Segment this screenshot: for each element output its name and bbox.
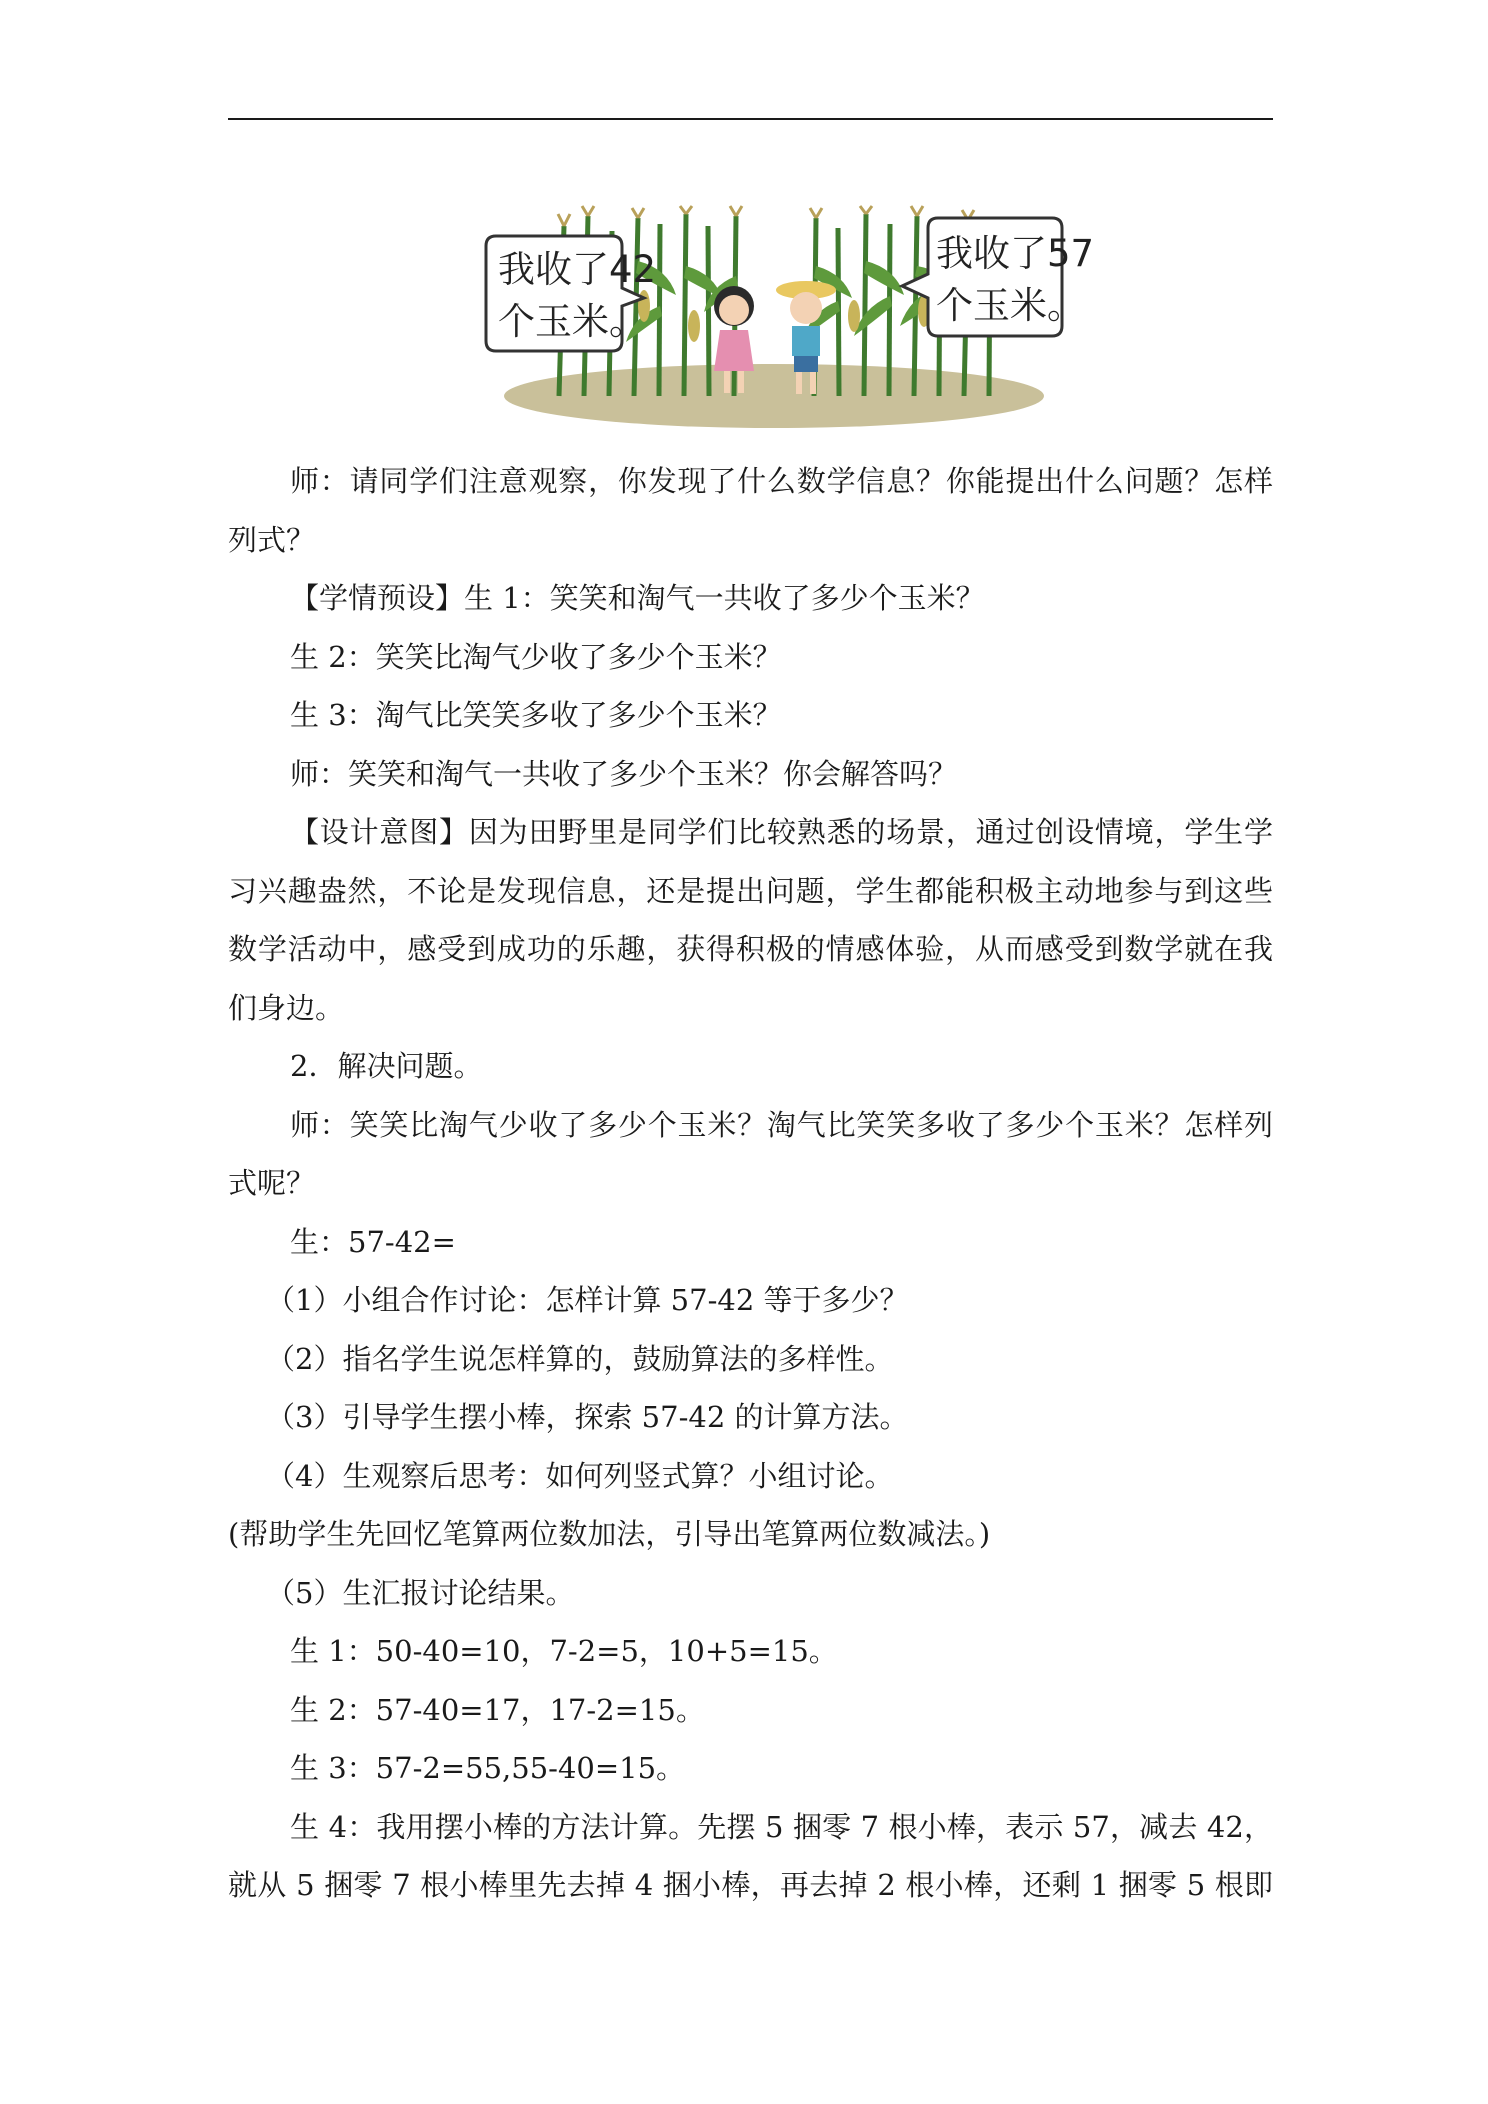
paragraph-line: （4）生观察后思考：如何列竖式算？小组讨论。 (266, 1458, 894, 1493)
left-speech-bubble (486, 236, 656, 351)
right-speech-bubble (902, 218, 1094, 336)
paragraph-line: 生 3：57-2=55,55-40=15。 (290, 1751, 686, 1785)
left-bubble-line-1: 我收了42 (498, 248, 657, 291)
paragraph-line: 生 3：淘气比笑笑多收了多少个玉米？ (290, 698, 782, 732)
section-heading: 2．解决问题。 (290, 1049, 483, 1083)
corn-field-illustration (484, 206, 1095, 426)
corn-tassels (558, 206, 974, 226)
paragraph-line: 师：笑笑比淘气少收了多少个玉米？淘气比笑笑多收了多少个玉米？怎样列 (290, 1107, 1273, 1142)
right-bubble-line-1: 我收了57 (936, 232, 1095, 275)
paragraph-line: （2）指名学生说怎样算的，鼓励算法的多样性。 (266, 1341, 894, 1376)
paragraph-line: 生：57-42= (290, 1224, 456, 1259)
paragraph-line: 习兴趣盎然，不论是发现信息，还是提出问题，学生都能积极主动地参与到这些 (228, 873, 1273, 908)
paragraph-line: 师：笑笑和淘气一共收了多少个玉米？你会解答吗？ (290, 756, 958, 791)
paragraph-line: （1）小组合作讨论：怎样计算 57-42 等于多少？ (266, 1283, 909, 1317)
paragraph-line: 列式？ (228, 522, 316, 557)
paragraph-line: 就从 5 捆零 7 根小棒里先去掉 4 捆小棒，再去掉 2 根小棒，还剩 1 捆零 5 根即 (228, 1868, 1273, 1902)
paragraph-line: 【设计意图】因为田野里是同学们比较熟悉的场景，通过创设情境，学生学 (290, 815, 1273, 849)
left-bubble-line-2: 个玉米。 (498, 300, 646, 343)
paragraph-line: （3）引导学生摆小棒，探索 57-42 的计算方法。 (266, 1400, 909, 1434)
right-bubble-line-2: 个玉米。 (936, 284, 1084, 327)
paragraph-line: 生 4：我用摆小棒的方法计算。先摆 5 捆零 7 根小棒，表示 57，减去 42， (290, 1809, 1273, 1844)
paragraph-line: 数学活动中，感受到成功的乐趣，获得积极的情感体验，从而感受到数学就在我 (228, 932, 1273, 966)
paragraph-line: 师：请同学们注意观察，你发现了什么数学信息？你能提出什么问题？怎样 (290, 464, 1273, 498)
document-body (228, 452, 1273, 1915)
paragraph-line: 式呢？ (228, 1166, 316, 1200)
paragraph-line: 【学情预设】生 1：笑笑和淘气一共收了多少个玉米？ (290, 581, 985, 615)
header-rule (228, 118, 1273, 120)
paragraph-line: （5）生汇报讨论结果。 (266, 1575, 575, 1610)
paragraph-line: 生 2：57-40=17，17-2=15。 (290, 1692, 705, 1727)
paragraph-line: 们身边。 (228, 990, 345, 1025)
paragraph-line: (帮助学生先回忆笔算两位数加法，引导出笔算两位数减法。) (228, 1517, 991, 1551)
paragraph-line: 生 1：50-40=10，7-2=5，10+5=15。 (290, 1634, 838, 1668)
paragraph-line: 生 2：笑笑比淘气少收了多少个玉米？ (290, 639, 782, 674)
